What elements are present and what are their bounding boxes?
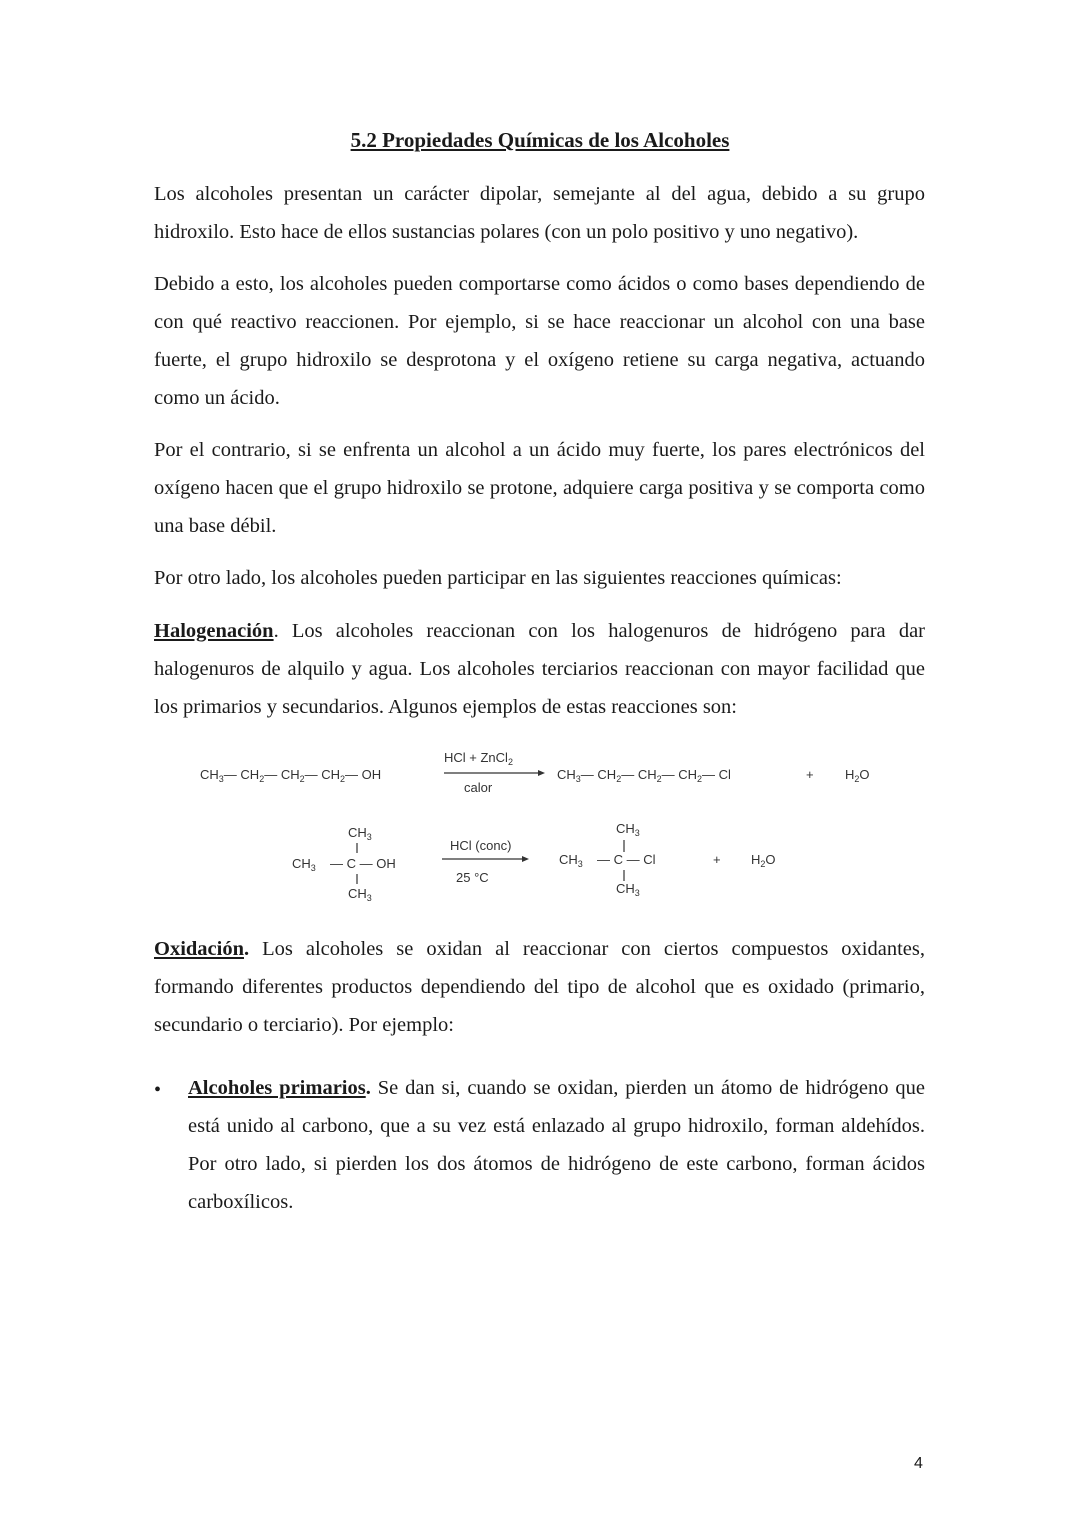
- oxidacion-dot: .: [244, 938, 250, 960]
- reaction2-condition-top: HCl (conc): [450, 838, 512, 853]
- reaction2-reactant-top: $CH_3$: [348, 825, 372, 842]
- reaction1-plus: +: [806, 767, 814, 782]
- reaction2-product-top: $CH_3$: [616, 821, 640, 838]
- reaction2-arrowhead: [522, 856, 529, 862]
- oxidacion-text: Los alcoholes se oxidan al reaccionar con ciertos compuestos oxidantes, formando diferentes productos dependiendo del tipo de alcohol que es oxidado (primario, secundario o terciario). Por ejemplo:: [154, 938, 925, 1036]
- reaction2-reactant-left: $CH_3$: [292, 856, 316, 873]
- reaction2-plus: +: [713, 852, 721, 867]
- reaction-1: [200, 750, 870, 795]
- alcoholes-primarios-heading: Alcoholes primarios: [188, 1077, 366, 1099]
- page-number: 4: [914, 1455, 923, 1472]
- alcoholes-primarios-dot: .: [365, 1077, 371, 1099]
- reaction2-water: $H_2O$: [751, 852, 776, 869]
- section-title: 5.2 Propiedades Químicas de los Alcoholes: [350, 128, 730, 152]
- paragraph-strong-acid: Por el contrario, si se enfrenta un alcohol a un ácido muy fuerte, los pares electrónicos del oxígeno hacen que el grupo hidroxilo se protone, adquiere carga positiva y se comporta como una base débil.: [154, 439, 925, 537]
- alcoholes-primarios-text: Se dan si, cuando se oxidan, pierden un átomo de hidrógeno que está unido al carbono, que a su vez está enlazado al grupo hidroxilo, forman aldehídos. Por otro lado, si pierden los dos átomos de hidrógeno de este carbono, forman ácidos carboxílicos.: [188, 1077, 925, 1213]
- paragraph-oxidacion: [154, 930, 925, 1044]
- bullet-alcoholes-primarios: [188, 1069, 925, 1221]
- reaction2-product-bottom: $CH_3$: [616, 881, 640, 898]
- reaction1-condition-top: HCl + ZnCl$_2$: [444, 750, 513, 767]
- reaction2-product-center: — C — Cl: [597, 852, 656, 867]
- reaction1-condition-bottom: calor: [464, 780, 493, 795]
- halogenacion-text: . Los alcoholes reaccionan con los halogenuros de hidrógeno para dar halogenuros de alquilo y agua. Los alcoholes terciarios reaccionan con mayor facilidad que los primarios y secundarios. Algunos ejemplos de estas reacciones son:: [154, 620, 925, 718]
- reaction1-reactant: $CH_3—$ $CH_2—$ $CH_2—$ $CH_2—$ OH: [200, 767, 382, 784]
- paragraph-reactions-intro: Por otro lado, los alcoholes pueden participar en las siguientes reacciones químicas:: [154, 567, 842, 589]
- bullet-marker: •: [154, 1079, 162, 1101]
- reaction-2: [292, 821, 776, 903]
- reaction1-water: $H_2O$: [845, 767, 870, 784]
- reaction2-reactant-center: — C — OH: [330, 856, 396, 871]
- reaction2-product-left: $CH_3$: [559, 852, 583, 869]
- paragraph-acid-base: Debido a esto, los alcoholes pueden comportarse como ácidos o como bases dependiendo de con qué reactivo reaccionen. Por ejemplo, si se hace reaccionar un alcohol con una base fuerte, el grupo hidroxilo se desprotona y el oxígeno retiene su carga negativa, actuando como un ácido.: [154, 273, 925, 409]
- halogenacion-heading: Halogenación: [154, 620, 274, 642]
- paragraph-halogenacion: [154, 612, 925, 726]
- reaction1-product: $CH_3—$ $CH_2—$ $CH_2—$ $CH_2—$ Cl: [557, 767, 731, 784]
- reaction2-condition-bottom: 25 °C: [456, 870, 489, 885]
- paragraph-dipolar: Los alcoholes presentan un carácter dipolar, semejante al del agua, debido a su grupo hidroxilo. Esto hace de ellos sustancias polares (con un polo positivo y uno negativo).: [154, 183, 925, 243]
- reaction2-reactant-bottom: $CH_3$: [348, 886, 372, 903]
- oxidacion-heading: Oxidación: [154, 938, 244, 960]
- reaction1-arrowhead: [538, 770, 545, 776]
